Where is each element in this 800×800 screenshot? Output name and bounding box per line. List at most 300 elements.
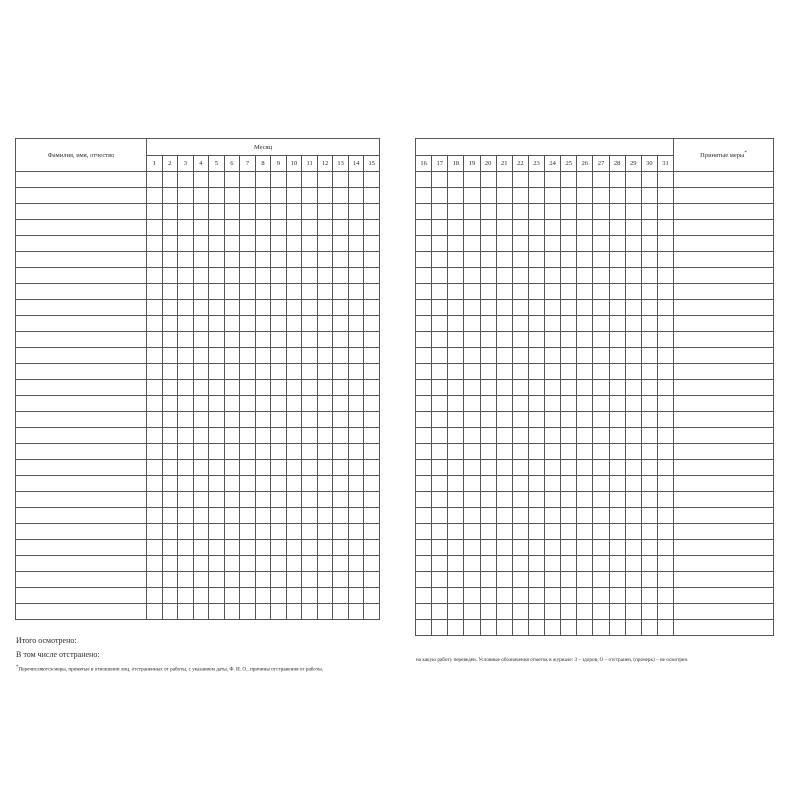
day-cell[interactable] bbox=[545, 460, 561, 476]
day-cell[interactable] bbox=[240, 588, 256, 604]
day-cell[interactable] bbox=[496, 412, 512, 428]
day-cell[interactable] bbox=[416, 188, 432, 204]
day-cell[interactable] bbox=[333, 476, 349, 492]
day-cell[interactable] bbox=[193, 604, 209, 620]
day-cell[interactable] bbox=[577, 332, 593, 348]
day-cell[interactable] bbox=[480, 476, 496, 492]
day-cell[interactable] bbox=[224, 172, 240, 188]
name-cell[interactable] bbox=[16, 268, 147, 284]
day-cell[interactable] bbox=[496, 348, 512, 364]
day-cell[interactable] bbox=[271, 380, 287, 396]
day-cell[interactable] bbox=[480, 620, 496, 636]
day-cell[interactable] bbox=[609, 396, 625, 412]
day-cell[interactable] bbox=[464, 476, 480, 492]
day-cell[interactable] bbox=[286, 220, 302, 236]
day-cell[interactable] bbox=[448, 588, 464, 604]
day-cell[interactable] bbox=[480, 396, 496, 412]
day-cell[interactable] bbox=[561, 556, 577, 572]
day-cell[interactable] bbox=[348, 364, 364, 380]
day-cell[interactable] bbox=[162, 348, 178, 364]
day-cell[interactable] bbox=[333, 524, 349, 540]
day-cell[interactable] bbox=[333, 428, 349, 444]
day-cell[interactable] bbox=[333, 236, 349, 252]
day-cell[interactable] bbox=[147, 460, 163, 476]
measures-cell[interactable] bbox=[674, 380, 774, 396]
day-cell[interactable] bbox=[464, 604, 480, 620]
day-cell[interactable] bbox=[464, 412, 480, 428]
day-cell[interactable] bbox=[240, 396, 256, 412]
day-cell[interactable] bbox=[464, 268, 480, 284]
measures-cell[interactable] bbox=[674, 284, 774, 300]
day-cell[interactable] bbox=[209, 236, 225, 252]
day-cell[interactable] bbox=[255, 444, 271, 460]
day-cell[interactable] bbox=[178, 524, 194, 540]
day-cell[interactable] bbox=[224, 204, 240, 220]
day-cell[interactable] bbox=[577, 204, 593, 220]
day-cell[interactable] bbox=[348, 284, 364, 300]
day-cell[interactable] bbox=[448, 412, 464, 428]
day-cell[interactable] bbox=[302, 460, 318, 476]
day-cell[interactable] bbox=[271, 268, 287, 284]
day-cell[interactable] bbox=[147, 172, 163, 188]
day-cell[interactable] bbox=[286, 460, 302, 476]
day-cell[interactable] bbox=[432, 556, 448, 572]
day-cell[interactable] bbox=[609, 524, 625, 540]
day-cell[interactable] bbox=[416, 572, 432, 588]
day-cell[interactable] bbox=[512, 588, 528, 604]
day-cell[interactable] bbox=[271, 188, 287, 204]
day-cell[interactable] bbox=[545, 268, 561, 284]
day-cell[interactable] bbox=[147, 188, 163, 204]
day-cell[interactable] bbox=[240, 188, 256, 204]
name-cell[interactable] bbox=[16, 476, 147, 492]
day-cell[interactable] bbox=[271, 492, 287, 508]
day-cell[interactable] bbox=[561, 444, 577, 460]
day-cell[interactable] bbox=[333, 300, 349, 316]
day-cell[interactable] bbox=[333, 508, 349, 524]
day-cell[interactable] bbox=[286, 476, 302, 492]
day-cell[interactable] bbox=[609, 556, 625, 572]
day-cell[interactable] bbox=[364, 300, 380, 316]
day-cell[interactable] bbox=[545, 412, 561, 428]
day-cell[interactable] bbox=[480, 188, 496, 204]
day-cell[interactable] bbox=[240, 492, 256, 508]
day-cell[interactable] bbox=[255, 348, 271, 364]
day-cell[interactable] bbox=[286, 492, 302, 508]
day-cell[interactable] bbox=[496, 236, 512, 252]
day-cell[interactable] bbox=[333, 492, 349, 508]
day-cell[interactable] bbox=[302, 364, 318, 380]
day-cell[interactable] bbox=[209, 444, 225, 460]
day-cell[interactable] bbox=[271, 524, 287, 540]
day-cell[interactable] bbox=[448, 476, 464, 492]
day-cell[interactable] bbox=[286, 380, 302, 396]
day-cell[interactable] bbox=[240, 460, 256, 476]
day-cell[interactable] bbox=[561, 540, 577, 556]
day-cell[interactable] bbox=[255, 588, 271, 604]
day-cell[interactable] bbox=[333, 412, 349, 428]
day-cell[interactable] bbox=[209, 492, 225, 508]
day-cell[interactable] bbox=[657, 268, 673, 284]
day-cell[interactable] bbox=[348, 508, 364, 524]
day-cell[interactable] bbox=[577, 316, 593, 332]
day-cell[interactable] bbox=[147, 476, 163, 492]
day-cell[interactable] bbox=[512, 620, 528, 636]
day-cell[interactable] bbox=[496, 268, 512, 284]
day-cell[interactable] bbox=[224, 476, 240, 492]
day-cell[interactable] bbox=[271, 540, 287, 556]
day-cell[interactable] bbox=[255, 316, 271, 332]
day-cell[interactable] bbox=[528, 172, 544, 188]
day-cell[interactable] bbox=[545, 284, 561, 300]
day-cell[interactable] bbox=[348, 348, 364, 364]
day-cell[interactable] bbox=[625, 220, 641, 236]
day-cell[interactable] bbox=[286, 524, 302, 540]
day-cell[interactable] bbox=[593, 220, 609, 236]
day-cell[interactable] bbox=[302, 476, 318, 492]
day-cell[interactable] bbox=[512, 460, 528, 476]
day-cell[interactable] bbox=[302, 380, 318, 396]
day-cell[interactable] bbox=[317, 172, 333, 188]
day-cell[interactable] bbox=[625, 332, 641, 348]
day-cell[interactable] bbox=[545, 252, 561, 268]
day-cell[interactable] bbox=[271, 588, 287, 604]
day-cell[interactable] bbox=[255, 252, 271, 268]
day-cell[interactable] bbox=[641, 476, 657, 492]
day-cell[interactable] bbox=[496, 476, 512, 492]
day-cell[interactable] bbox=[317, 204, 333, 220]
day-cell[interactable] bbox=[162, 364, 178, 380]
day-cell[interactable] bbox=[162, 604, 178, 620]
day-cell[interactable] bbox=[657, 172, 673, 188]
day-cell[interactable] bbox=[545, 444, 561, 460]
day-cell[interactable] bbox=[240, 172, 256, 188]
day-cell[interactable] bbox=[464, 508, 480, 524]
day-cell[interactable] bbox=[577, 556, 593, 572]
measures-cell[interactable] bbox=[674, 476, 774, 492]
day-cell[interactable] bbox=[255, 300, 271, 316]
day-cell[interactable] bbox=[496, 444, 512, 460]
measures-cell[interactable] bbox=[674, 460, 774, 476]
day-cell[interactable] bbox=[577, 476, 593, 492]
day-cell[interactable] bbox=[545, 172, 561, 188]
day-cell[interactable] bbox=[480, 268, 496, 284]
day-cell[interactable] bbox=[416, 412, 432, 428]
day-cell[interactable] bbox=[302, 540, 318, 556]
day-cell[interactable] bbox=[317, 268, 333, 284]
day-cell[interactable] bbox=[512, 188, 528, 204]
day-cell[interactable] bbox=[561, 364, 577, 380]
day-cell[interactable] bbox=[432, 364, 448, 380]
measures-cell[interactable] bbox=[674, 556, 774, 572]
day-cell[interactable] bbox=[317, 284, 333, 300]
day-cell[interactable] bbox=[317, 508, 333, 524]
day-cell[interactable] bbox=[147, 396, 163, 412]
day-cell[interactable] bbox=[162, 508, 178, 524]
day-cell[interactable] bbox=[577, 428, 593, 444]
day-cell[interactable] bbox=[609, 236, 625, 252]
name-cell[interactable] bbox=[16, 508, 147, 524]
name-cell[interactable] bbox=[16, 460, 147, 476]
day-cell[interactable] bbox=[496, 380, 512, 396]
day-cell[interactable] bbox=[448, 252, 464, 268]
day-cell[interactable] bbox=[480, 284, 496, 300]
day-cell[interactable] bbox=[448, 380, 464, 396]
measures-cell[interactable] bbox=[674, 428, 774, 444]
day-cell[interactable] bbox=[240, 380, 256, 396]
day-cell[interactable] bbox=[286, 252, 302, 268]
day-cell[interactable] bbox=[657, 204, 673, 220]
day-cell[interactable] bbox=[464, 252, 480, 268]
day-cell[interactable] bbox=[286, 204, 302, 220]
day-cell[interactable] bbox=[209, 348, 225, 364]
day-cell[interactable] bbox=[609, 188, 625, 204]
day-cell[interactable] bbox=[333, 204, 349, 220]
day-cell[interactable] bbox=[641, 252, 657, 268]
day-cell[interactable] bbox=[416, 620, 432, 636]
day-cell[interactable] bbox=[448, 316, 464, 332]
day-cell[interactable] bbox=[641, 524, 657, 540]
day-cell[interactable] bbox=[512, 476, 528, 492]
day-cell[interactable] bbox=[317, 444, 333, 460]
day-cell[interactable] bbox=[561, 220, 577, 236]
day-cell[interactable] bbox=[209, 540, 225, 556]
day-cell[interactable] bbox=[496, 188, 512, 204]
day-cell[interactable] bbox=[302, 572, 318, 588]
name-cell[interactable] bbox=[16, 556, 147, 572]
day-cell[interactable] bbox=[512, 412, 528, 428]
day-cell[interactable] bbox=[224, 188, 240, 204]
day-cell[interactable] bbox=[593, 332, 609, 348]
day-cell[interactable] bbox=[496, 588, 512, 604]
measures-cell[interactable] bbox=[674, 508, 774, 524]
day-cell[interactable] bbox=[625, 364, 641, 380]
day-cell[interactable] bbox=[271, 300, 287, 316]
day-cell[interactable] bbox=[432, 524, 448, 540]
day-cell[interactable] bbox=[364, 268, 380, 284]
day-cell[interactable] bbox=[593, 348, 609, 364]
day-cell[interactable] bbox=[512, 332, 528, 348]
day-cell[interactable] bbox=[593, 604, 609, 620]
day-cell[interactable] bbox=[416, 204, 432, 220]
day-cell[interactable] bbox=[593, 572, 609, 588]
day-cell[interactable] bbox=[317, 476, 333, 492]
day-cell[interactable] bbox=[240, 412, 256, 428]
day-cell[interactable] bbox=[464, 220, 480, 236]
day-cell[interactable] bbox=[480, 220, 496, 236]
day-cell[interactable] bbox=[641, 428, 657, 444]
day-cell[interactable] bbox=[432, 588, 448, 604]
day-cell[interactable] bbox=[193, 236, 209, 252]
day-cell[interactable] bbox=[348, 268, 364, 284]
day-cell[interactable] bbox=[147, 316, 163, 332]
day-cell[interactable] bbox=[333, 460, 349, 476]
day-cell[interactable] bbox=[255, 476, 271, 492]
day-cell[interactable] bbox=[625, 524, 641, 540]
day-cell[interactable] bbox=[593, 540, 609, 556]
day-cell[interactable] bbox=[577, 380, 593, 396]
day-cell[interactable] bbox=[609, 172, 625, 188]
day-cell[interactable] bbox=[432, 620, 448, 636]
day-cell[interactable] bbox=[162, 172, 178, 188]
day-cell[interactable] bbox=[512, 444, 528, 460]
day-cell[interactable] bbox=[577, 284, 593, 300]
day-cell[interactable] bbox=[271, 172, 287, 188]
day-cell[interactable] bbox=[193, 396, 209, 412]
day-cell[interactable] bbox=[561, 252, 577, 268]
day-cell[interactable] bbox=[286, 588, 302, 604]
day-cell[interactable] bbox=[593, 444, 609, 460]
day-cell[interactable] bbox=[147, 348, 163, 364]
day-cell[interactable] bbox=[317, 236, 333, 252]
day-cell[interactable] bbox=[448, 508, 464, 524]
day-cell[interactable] bbox=[496, 508, 512, 524]
name-cell[interactable] bbox=[16, 540, 147, 556]
day-cell[interactable] bbox=[577, 444, 593, 460]
day-cell[interactable] bbox=[193, 204, 209, 220]
day-cell[interactable] bbox=[178, 460, 194, 476]
day-cell[interactable] bbox=[240, 220, 256, 236]
day-cell[interactable] bbox=[496, 204, 512, 220]
day-cell[interactable] bbox=[333, 284, 349, 300]
day-cell[interactable] bbox=[364, 172, 380, 188]
day-cell[interactable] bbox=[209, 220, 225, 236]
name-cell[interactable] bbox=[16, 332, 147, 348]
day-cell[interactable] bbox=[193, 556, 209, 572]
day-cell[interactable] bbox=[333, 252, 349, 268]
day-cell[interactable] bbox=[657, 556, 673, 572]
day-cell[interactable] bbox=[464, 172, 480, 188]
day-cell[interactable] bbox=[593, 524, 609, 540]
day-cell[interactable] bbox=[317, 492, 333, 508]
day-cell[interactable] bbox=[286, 268, 302, 284]
day-cell[interactable] bbox=[364, 540, 380, 556]
day-cell[interactable] bbox=[271, 396, 287, 412]
day-cell[interactable] bbox=[147, 236, 163, 252]
day-cell[interactable] bbox=[545, 396, 561, 412]
day-cell[interactable] bbox=[162, 476, 178, 492]
day-cell[interactable] bbox=[209, 252, 225, 268]
day-cell[interactable] bbox=[641, 364, 657, 380]
day-cell[interactable] bbox=[641, 332, 657, 348]
day-cell[interactable] bbox=[448, 492, 464, 508]
day-cell[interactable] bbox=[416, 300, 432, 316]
day-cell[interactable] bbox=[448, 204, 464, 220]
day-cell[interactable] bbox=[561, 620, 577, 636]
day-cell[interactable] bbox=[286, 540, 302, 556]
day-cell[interactable] bbox=[317, 524, 333, 540]
day-cell[interactable] bbox=[432, 396, 448, 412]
day-cell[interactable] bbox=[364, 444, 380, 460]
day-cell[interactable] bbox=[641, 508, 657, 524]
day-cell[interactable] bbox=[302, 252, 318, 268]
day-cell[interactable] bbox=[512, 508, 528, 524]
day-cell[interactable] bbox=[224, 348, 240, 364]
day-cell[interactable] bbox=[528, 492, 544, 508]
day-cell[interactable] bbox=[286, 284, 302, 300]
day-cell[interactable] bbox=[432, 204, 448, 220]
name-cell[interactable] bbox=[16, 572, 147, 588]
day-cell[interactable] bbox=[625, 460, 641, 476]
day-cell[interactable] bbox=[561, 492, 577, 508]
day-cell[interactable] bbox=[528, 428, 544, 444]
day-cell[interactable] bbox=[302, 588, 318, 604]
day-cell[interactable] bbox=[209, 556, 225, 572]
day-cell[interactable] bbox=[348, 444, 364, 460]
day-cell[interactable] bbox=[302, 300, 318, 316]
day-cell[interactable] bbox=[464, 556, 480, 572]
day-cell[interactable] bbox=[271, 284, 287, 300]
day-cell[interactable] bbox=[432, 220, 448, 236]
day-cell[interactable] bbox=[286, 188, 302, 204]
day-cell[interactable] bbox=[240, 284, 256, 300]
day-cell[interactable] bbox=[255, 572, 271, 588]
measures-cell[interactable] bbox=[674, 172, 774, 188]
day-cell[interactable] bbox=[432, 380, 448, 396]
measures-cell[interactable] bbox=[674, 620, 774, 636]
day-cell[interactable] bbox=[593, 428, 609, 444]
day-cell[interactable] bbox=[528, 188, 544, 204]
day-cell[interactable] bbox=[271, 428, 287, 444]
day-cell[interactable] bbox=[657, 236, 673, 252]
day-cell[interactable] bbox=[302, 604, 318, 620]
day-cell[interactable] bbox=[577, 236, 593, 252]
name-cell[interactable] bbox=[16, 380, 147, 396]
day-cell[interactable] bbox=[364, 412, 380, 428]
day-cell[interactable] bbox=[224, 364, 240, 380]
day-cell[interactable] bbox=[286, 316, 302, 332]
day-cell[interactable] bbox=[240, 508, 256, 524]
day-cell[interactable] bbox=[416, 604, 432, 620]
day-cell[interactable] bbox=[480, 444, 496, 460]
day-cell[interactable] bbox=[193, 444, 209, 460]
day-cell[interactable] bbox=[224, 332, 240, 348]
day-cell[interactable] bbox=[286, 604, 302, 620]
day-cell[interactable] bbox=[593, 620, 609, 636]
day-cell[interactable] bbox=[641, 620, 657, 636]
measures-cell[interactable] bbox=[674, 412, 774, 428]
day-cell[interactable] bbox=[577, 460, 593, 476]
day-cell[interactable] bbox=[255, 220, 271, 236]
day-cell[interactable] bbox=[528, 572, 544, 588]
day-cell[interactable] bbox=[641, 220, 657, 236]
day-cell[interactable] bbox=[162, 572, 178, 588]
day-cell[interactable] bbox=[193, 492, 209, 508]
day-cell[interactable] bbox=[224, 604, 240, 620]
day-cell[interactable] bbox=[464, 524, 480, 540]
day-cell[interactable] bbox=[348, 188, 364, 204]
day-cell[interactable] bbox=[224, 236, 240, 252]
day-cell[interactable] bbox=[512, 220, 528, 236]
day-cell[interactable] bbox=[512, 604, 528, 620]
day-cell[interactable] bbox=[577, 364, 593, 380]
day-cell[interactable] bbox=[416, 556, 432, 572]
day-cell[interactable] bbox=[464, 236, 480, 252]
day-cell[interactable] bbox=[209, 396, 225, 412]
day-cell[interactable] bbox=[480, 236, 496, 252]
day-cell[interactable] bbox=[480, 316, 496, 332]
day-cell[interactable] bbox=[545, 188, 561, 204]
day-cell[interactable] bbox=[178, 540, 194, 556]
measures-cell[interactable] bbox=[674, 300, 774, 316]
day-cell[interactable] bbox=[496, 620, 512, 636]
day-cell[interactable] bbox=[545, 476, 561, 492]
day-cell[interactable] bbox=[240, 476, 256, 492]
day-cell[interactable] bbox=[577, 300, 593, 316]
day-cell[interactable] bbox=[545, 348, 561, 364]
day-cell[interactable] bbox=[657, 492, 673, 508]
day-cell[interactable] bbox=[178, 220, 194, 236]
